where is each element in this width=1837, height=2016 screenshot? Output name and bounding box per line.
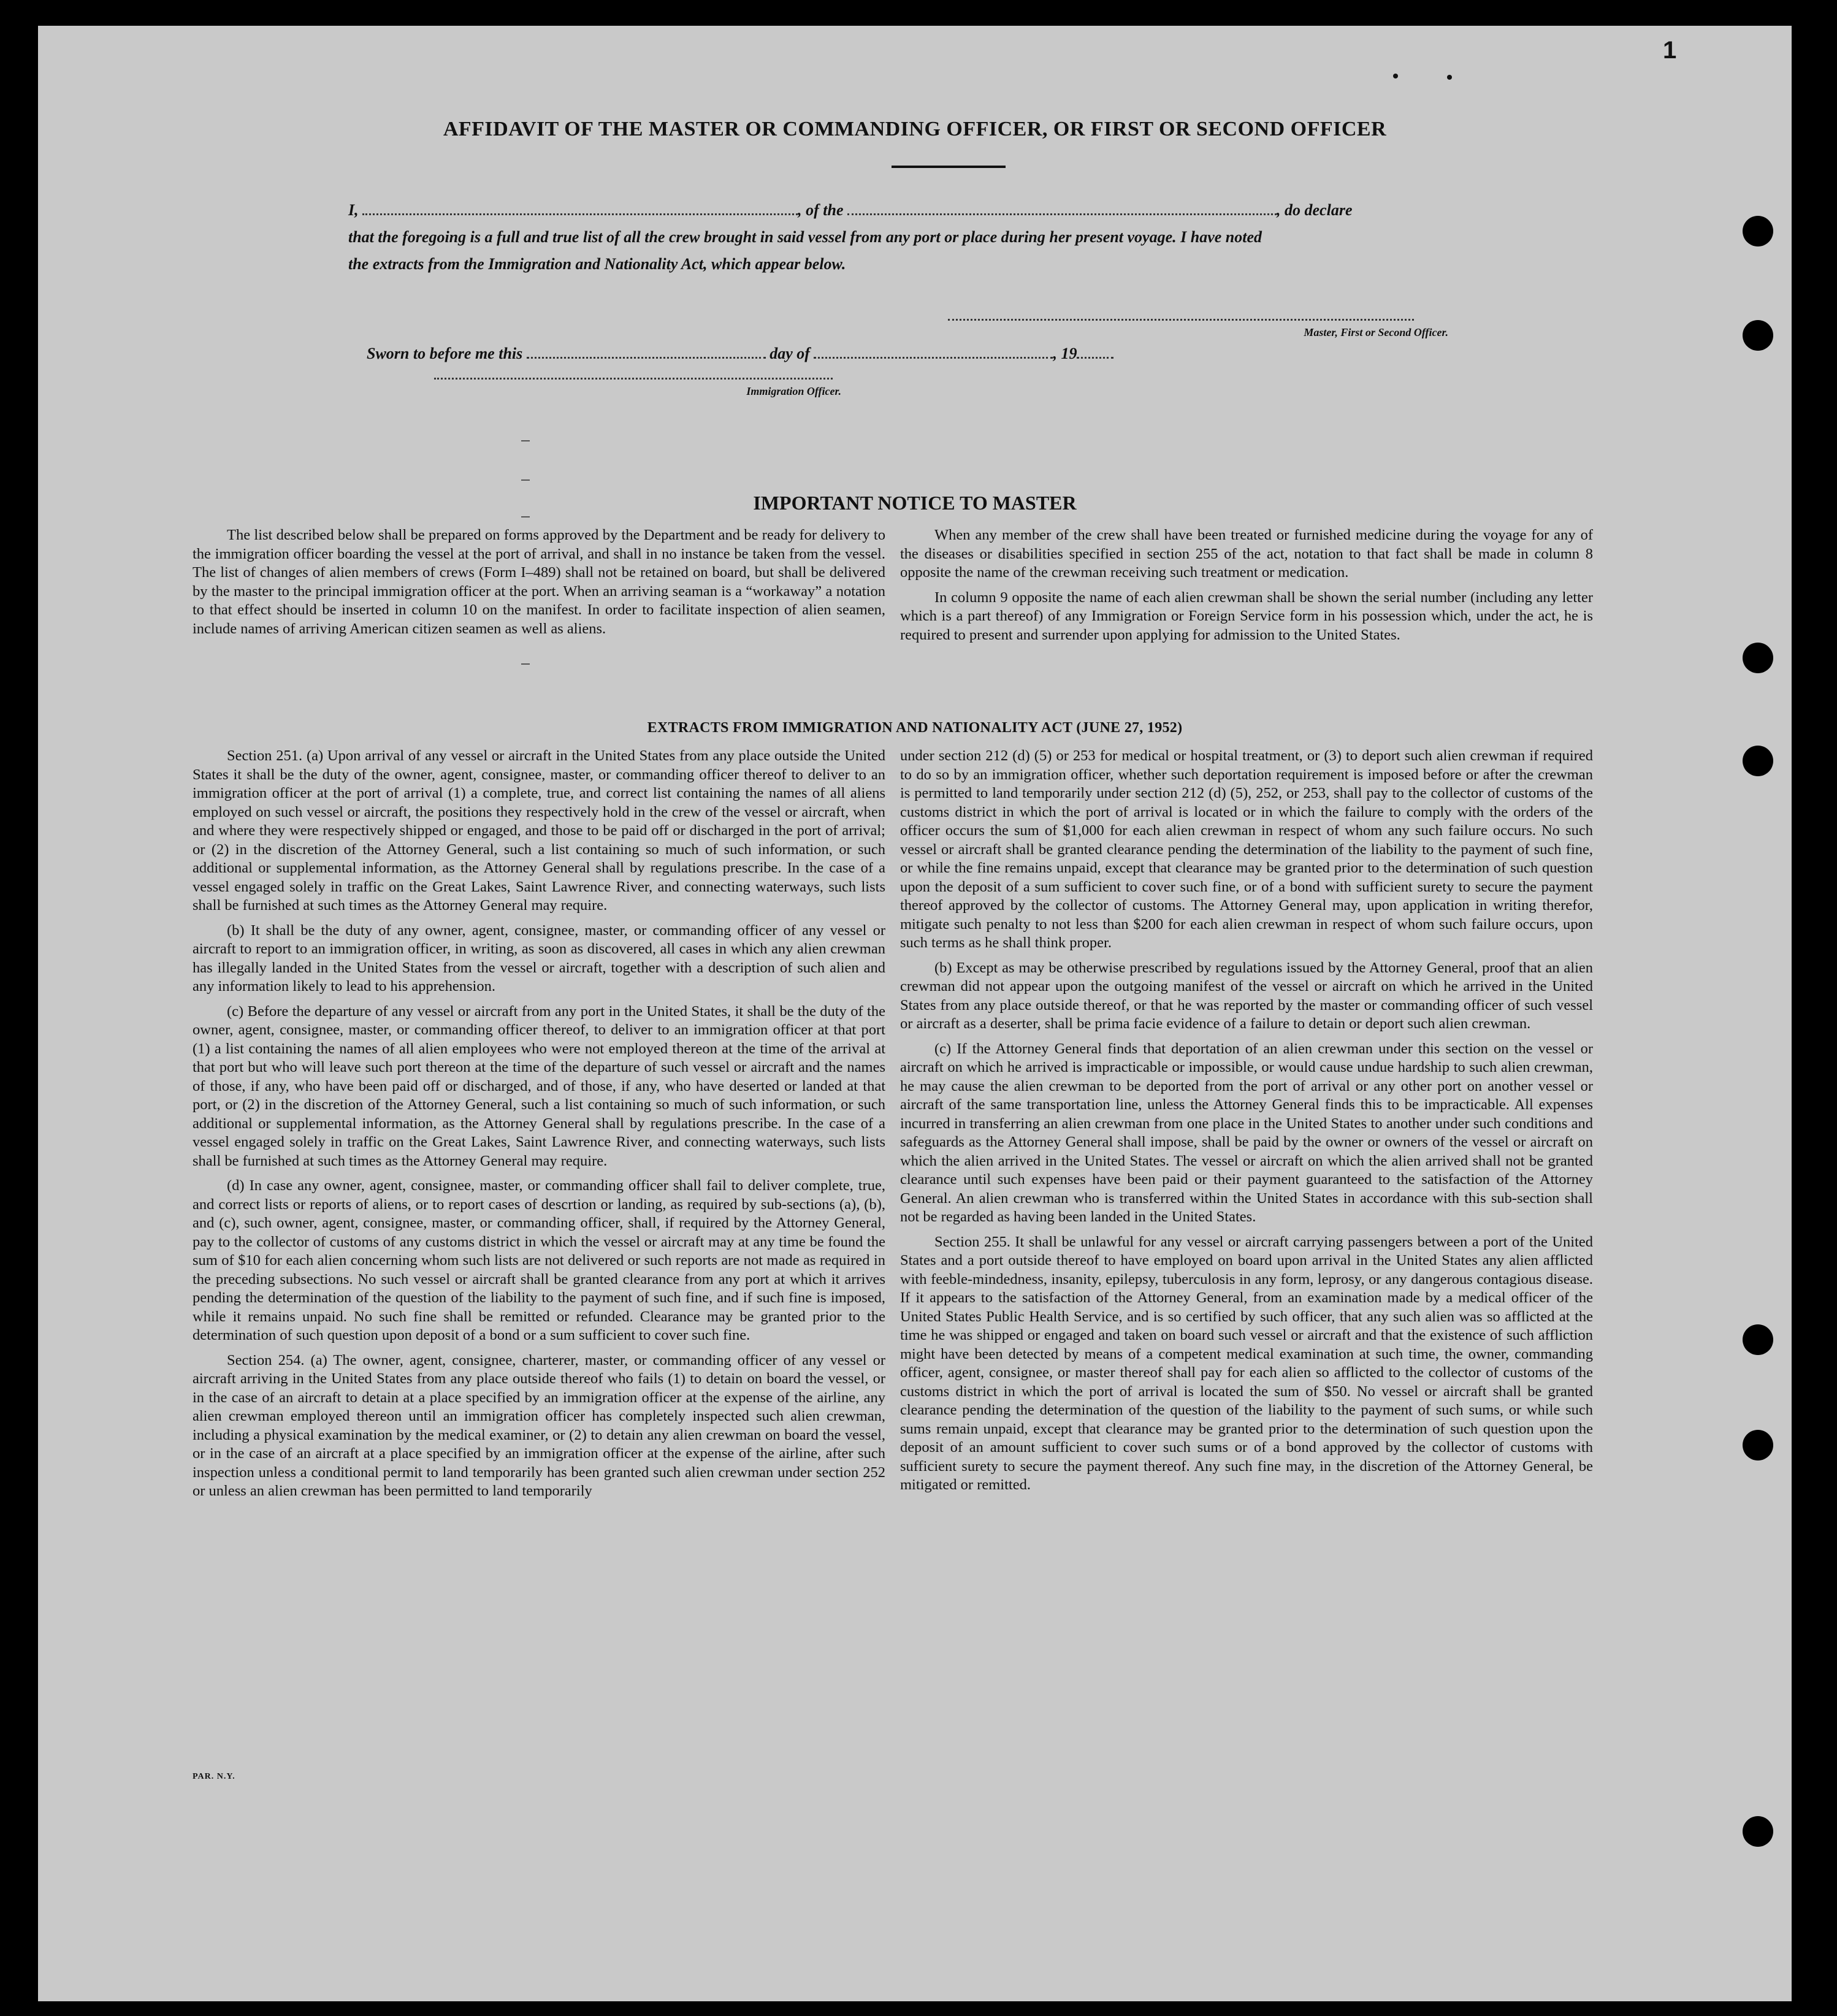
section-251-d: (d) In case any owner, agent, consignee, master, or commanding officer shall fail to deliver complete, true, and correct lists or reports of aliens, or to report cases of descrtion or landing, as required by sub-sections (a), (b), and (c), such owner, agent, consignee, master, or commanding officer, shall, if required by the Attorney General, pay to the collector of customs of any customs district in which the vessel or aircraft may at any time be found the sum of $10 for each alien concerning whom such lists are not delivered or such reports are not made as required in the preceding subsections. No such vessel or aircraft shall be granted clearance from any port at which it arrives pending the determination of the question of the liability to the payment of such fine, and if such fine is imposed, while it remains unpaid. No such fine shall be remitted or refunded. Clearance may be granted prior to the determination of such question upon deposit of a bond or a sum sufficient to cover such fine.: [193, 1177, 885, 1343]
master-caption: Master, First or Second Officer.: [1304, 326, 1448, 338]
declaration-line-1: [348, 201, 1526, 220]
i-label: I,: [348, 201, 359, 219]
extracts-left-column: [193, 747, 885, 1507]
master-signature-line[interactable]: [948, 319, 1414, 321]
section-254-c: (c) If the Attorney General finds that deportation of an alien crewman under this section on the vessel or aircraft on which he arrived is impracticable or impossible, or would cause undue hardship to such alien crewman, he may cause the alien crewman to be deported from the port of arrival or any other port on another vessel or aircraft of the same transportation line, unless the Attorney General finds this to be impracticable. All expenses incurred in transferring an alien crewman from one place in the United States to another under such conditions and safeguards as the Attorney General shall impose, shall be paid by the owner or owners of the vessel or aircraft on which the alien arrived in the United States. The vessel or aircraft on which the alien arrived shall not be granted clearance until such expenses have been paid or their payment guaranteed to the satisfaction of the Attorney General. An alien crewman who is transferred within the United States in accordance with this sub-section shall not be regarded as having been landed in the United States.: [900, 1040, 1593, 1225]
section-251-a: Section 251. (a) Upon arrival of any vessel or aircraft in the United States from any place outside the United States it shall be the duty of the owner, agent, consignee, master, or commanding officer thereof to deliver to an immigration officer at the port of arrival (1) a complete, true, and correct list containing the names of all aliens employed on such vessel or aircraft, the positions they respectively hold in the crew of the vessel or aircraft, when and where they were respectively shipped or engaged, and those to be paid off or discharged in the port of arrival; or (2) in the discretion of the Attorney General, such a list containing so much of such information, or such additional or supplemental information, as the Attorney General shall by regulations prescribe. In the case of a vessel engaged solely in traffic on the Great Lakes, Saint Lawrence River, and connecting waterways, such lists shall be furnished at such times as the Attorney General may require.: [193, 747, 885, 914]
section-254-a-continued: under section 212 (d) (5) or 253 for medical or hospital treatment, or (3) to deport such alien crewman if required to do so by an immigration officer, whether such deportation requirement is imposed before or after the crewman is permitted to land temporarily under section 212 (d) (5), 252, or 253, shall pay to the collector of customs of the customs district in which the port of arrival is located or in which the failure to comply with the orders of the officer occurs the sum of $1,000 for each alien crewman in respect of whom any such failure occurs. No such vessel or aircraft shall be granted clearance pending the determination of the liability to the payment of such fine, or while the fine remains unpaid, except that clearance may be granted prior to the determination of such question upon the deposit of a sum sufficient to cover such fine, or of a bond with sufficient surety to secure the payment thereof approved by the collector of customs. The Attorney General may, upon application in writing therefor, mitigate such penalty to not less than $200 for each alien crewman in respect of whom such failure occurs, upon such terms as he shall think proper.: [900, 747, 1593, 951]
of-the-label: , of the: [798, 201, 844, 219]
do-declare-label: , do declare: [1277, 201, 1353, 219]
vessel-field[interactable]: [847, 213, 1277, 215]
year-label: , 19: [1053, 345, 1077, 362]
speck: [1393, 74, 1398, 78]
margin-tick: [521, 440, 530, 441]
binder-hole: [1743, 1430, 1773, 1460]
notice-left-column: [193, 526, 885, 644]
extracts-right-column: [900, 747, 1593, 1501]
binder-hole: [1743, 216, 1773, 246]
margin-tick: [521, 479, 530, 481]
sworn-day-field[interactable]: [527, 357, 766, 359]
notice-right-column: [900, 526, 1593, 651]
sworn-year-field[interactable]: [1077, 357, 1113, 359]
declaration-line-3: the extracts from the Immigration and Nationality Act, which appear below.: [348, 255, 846, 273]
margin-tick: [521, 516, 530, 517]
sworn-label: Sworn to before me this: [367, 345, 523, 362]
name-field[interactable]: [362, 213, 798, 215]
section-251-c: (c) Before the departure of any vessel or aircraft from any port in the United States, it shall be the duty of the owner, agent, consignee, master, or commanding officer thereof, to deliver to an immigration officer at that port (1) a list containing the names of all alien employees who were not employed thereon at the time of the arrival at that port but who will leave such port thereon at the time of the departure of such vessel or aircraft and the names of those, if any, who have been paid off or discharged, and of those, if any, who have deserted or landed at that port, or (2) in the discretion of the Attorney General, such a list containing so much of such information, or such additional or supplemental information, as the Attorney General shall by regulations prescribe. In the case of a vessel engaged solely in traffic on the Great Lakes, Saint Lawrence River, and connecting waterways, such lists shall be furnished at such times as the Attorney General may require.: [193, 1002, 885, 1169]
officer-caption: Immigration Officer.: [746, 385, 841, 397]
sworn-month-field[interactable]: [814, 357, 1053, 359]
page-number-mark: 1: [1663, 37, 1677, 64]
notice-title: IMPORTANT NOTICE TO MASTER: [753, 492, 1077, 514]
binder-hole: [1743, 1324, 1773, 1355]
extracts-title: EXTRACTS FROM IMMIGRATION AND NATIONALITY ACT (JUNE 27, 1952): [647, 720, 1183, 736]
notice-paragraph: In column 9 opposite the name of each alien crewman shall be shown the serial number (including any letter which is a part thereof) of any Immigration or Foreign Service form in his possession which, under the act, he is required to present and surrender upon applying for admission to the United States.: [900, 589, 1593, 643]
section-255: Section 255. It shall be unlawful for any vessel or aircraft carrying passengers between a port of the United States and a port outside thereof to have employed on board upon arrival in the United States any alien afflicted with feeble-mindedness, insanity, epilepsy, tuberculosis in any form, leprosy, or any dangerous contagious disease. If it appears to the satisfaction of the Attorney General, from an examination made by a medical officer of the United States Public Health Service, and is so certified by such officer, that any such alien was so afflicted at the time he was shipped or engaged and taken on board such vessel or aircraft and that the existence of such affliction might have been detected by means of a competent medical examination at such time, the owner, commanding officer, agent, consignee, or master thereof shall pay for each alien so afflicted to the collector of customs of the customs district in which the port of arrival is located the sum of $50. No vessel or aircraft shall be granted clearance pending the determination of the question of the liability to the payment of such sums, or while such sums remain unpaid, except that clearance may be granted prior to the determination of such question upon the deposit of an amount sufficient to cover such sums or of a bond approved by the collector of customs with sufficient surety to secure the payment thereof. Any such fine may, in the discretion of the Attorney General, be mitigated or remitted.: [900, 1233, 1593, 1493]
binder-hole: [1743, 1816, 1773, 1847]
title-rule: [892, 166, 1006, 168]
officer-signature-line[interactable]: [434, 378, 833, 380]
margin-tick: [521, 663, 530, 665]
notice-paragraph: The list described below shall be prepared on forms approved by the Department and be ready for delivery to the immigration officer boarding the vessel at the port of arrival, and shall in no instance be taken from the vessel. The list of changes of alien members of crews (Form I–489) shall not be retained on board, but shall be delivered by the master to the principal immigration officer at the port. When an arriving seaman is a “workaway” a notation to that effect should be inserted in column 10 on the manifest. In order to facilitate inspection of alien seamen, include names of arriving American citizen seamen as well as aliens.: [193, 527, 885, 637]
section-254-a: Section 254. (a) The owner, agent, consignee, charterer, master, or commanding officer of any vessel or aircraft arriving in the United States from any place outside thereof who fails (1) to detain on board the vessel, or in the case of an aircraft to detain at a place specified by an immigration officer at the expense of the airline, any alien crewman employed thereon until an immigration officer has completely inspected such alien crewman, including a physical examination by the medical examiner, or (2) to detain any alien crewman on board the vessel, or in the case of an aircraft at a place specified by an immigration officer at the expense of the airline, after such inspection unless a conditional permit to land temporarily has been granted such alien crewman under section 252 or unless an alien crewman has been permitted to land temporarily: [193, 1351, 885, 1499]
printer-mark: PAR. N.Y.: [193, 1772, 235, 1781]
declaration-line-2: that the foregoing is a full and true list of all the crew brought in said vessel from any port or place during her present voyage. I have noted: [348, 228, 1262, 246]
section-254-b: (b) Except as may be otherwise prescribed by regulations issued by the Attorney General, proof that an alien crewman did not appear upon the outgoing manifest of the vessel or aircraft on which he arrived in the United States from any place outside thereof, or that he was reported by the master or commanding officer of such vessel or aircraft as a deserter, shall be prima facie evidence of a failure to detain or deport such alien crewman.: [900, 959, 1593, 1032]
day-of-label: day of: [770, 345, 810, 362]
notice-paragraph: When any member of the crew shall have been treated or furnished medicine during the voyage for any of the diseases or disabilities specified in section 255 of the act, notation to that fact shall be made in column 8 opposite the name of the crewman receiving such treatment or medication.: [900, 527, 1593, 581]
sworn-line: [367, 345, 1286, 363]
binder-hole: [1743, 643, 1773, 673]
affidavit-title: AFFIDAVIT OF THE MASTER OR COMMANDING OFFICER, OR FIRST OR SECOND OFFICER: [443, 118, 1387, 140]
binder-hole: [1743, 320, 1773, 351]
section-251-b: (b) It shall be the duty of any owner, agent, consignee, master, or commanding officer of any vessel or aircraft to report to an immigration officer, in writing, as soon as discovered, all cases in which any alien crewman has illegally landed in the United States from the vessel or aircraft, together with a description of such alien and any information likely to lead to his apprehension.: [193, 922, 885, 995]
binder-hole: [1743, 746, 1773, 776]
speck: [1447, 75, 1452, 80]
document-page: [38, 26, 1792, 2001]
